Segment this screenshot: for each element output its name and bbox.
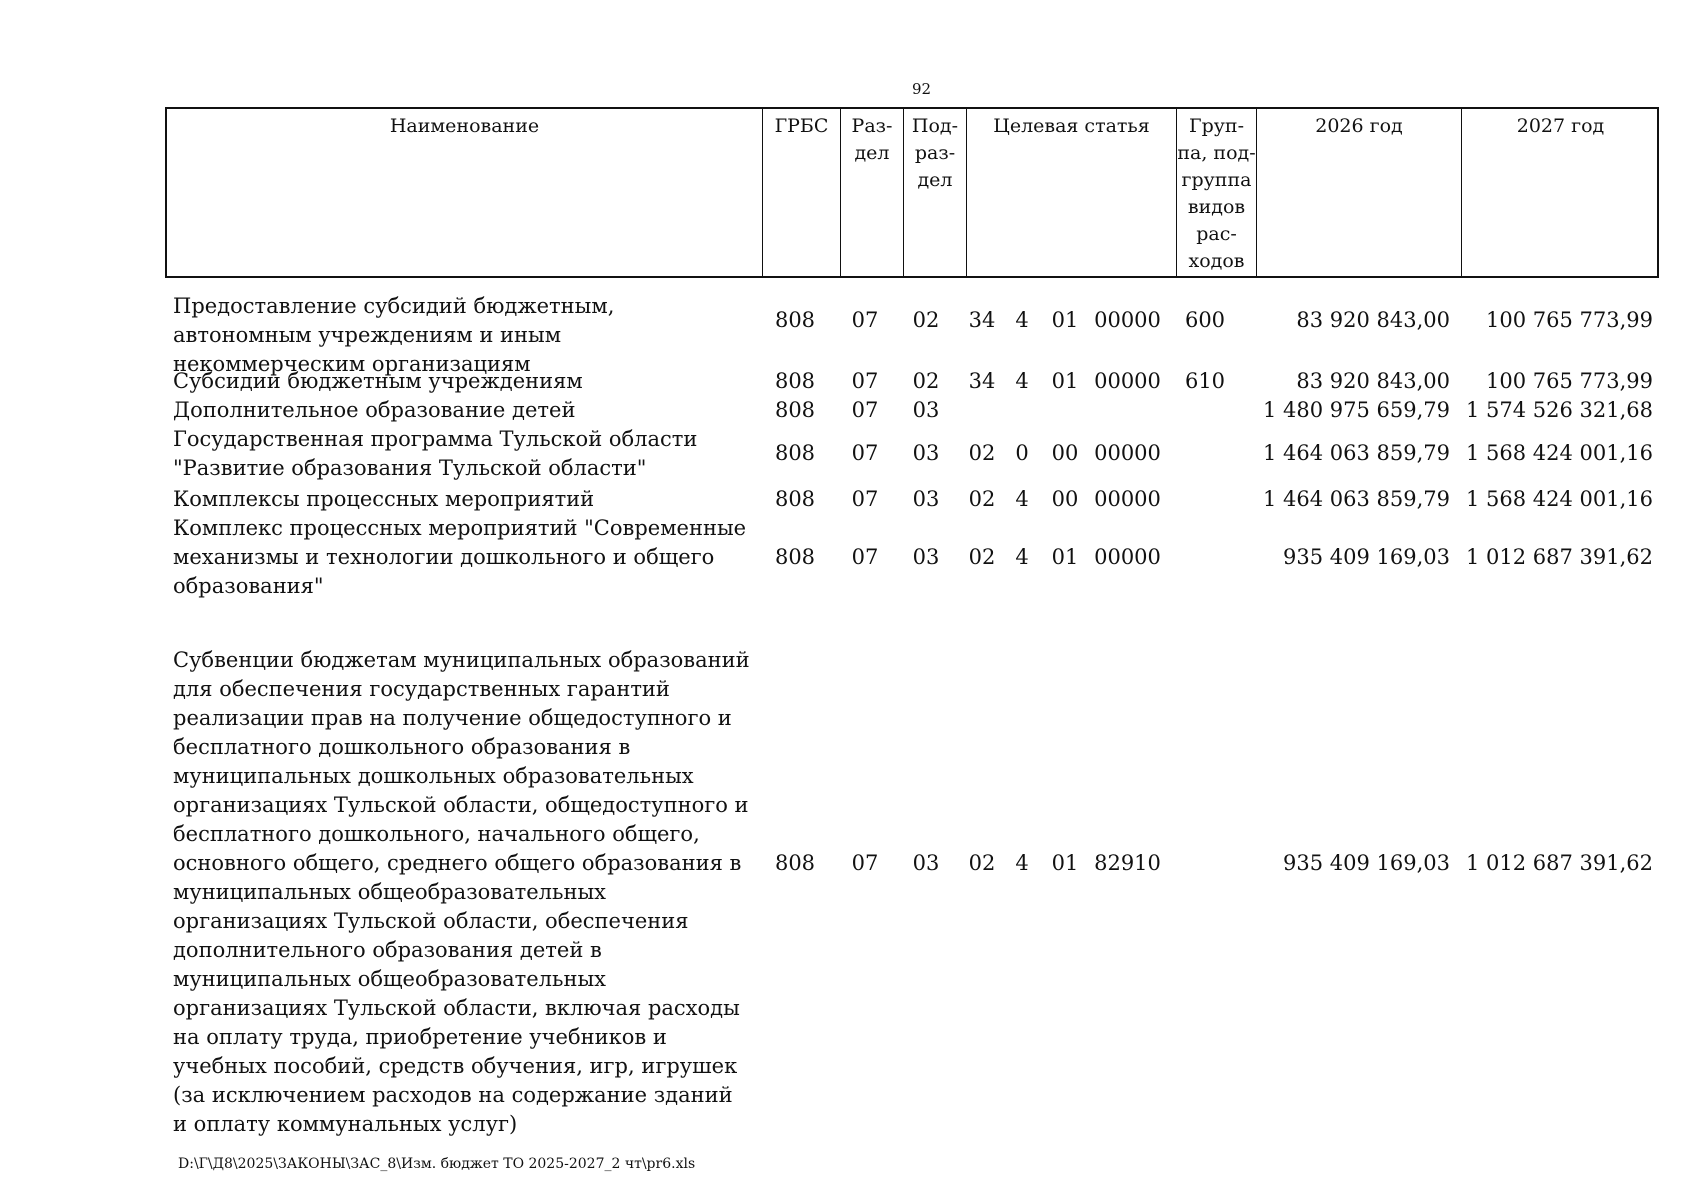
row-target-program: 02 [968,487,996,511]
row-name: Предоставление субсидий бюджетным, автономным учреждениям и иным некоммерческим организациям [173,294,615,376]
row-year2-amount: 1 012 687 391,62 [1465,851,1653,875]
row-target-type: 4 [1015,308,1029,332]
row-target-program: 34 [968,308,996,332]
row-target-structure: 01 [1051,545,1079,569]
row-grbs: 808 [774,441,816,465]
row-target-structure: 00 [1051,441,1079,465]
row-razdel: 07 [851,545,879,569]
row-group: 610 [1184,369,1226,393]
row-target-program: 02 [968,441,996,465]
header-razdel: Раз- дел [840,109,903,276]
row-group: 600 [1184,308,1226,332]
row-target-direction: 00000 [1094,308,1161,332]
row-year2-amount: 1 574 526 321,68 [1465,398,1653,422]
row-target-direction: 00000 [1094,369,1161,393]
row-razdel: 07 [851,487,879,511]
row-grbs: 808 [774,308,816,332]
file-path-footer: D:\Г\Д8\2025\ЗАКОНЫ\ЗАС_8\Изм. бюджет ТО 2025-2027_2 чт\pr6.xls [178,1156,696,1172]
row-year1-amount: 83 920 843,00 [1296,369,1450,393]
row-grbs: 808 [774,487,816,511]
header-year1: 2026 год [1256,109,1461,276]
row-year1-amount: 1 480 975 659,79 [1262,398,1450,422]
row-grbs: 808 [774,545,816,569]
row-target-direction: 00000 [1094,487,1161,511]
row-name: Дополнительное образование детей [173,398,576,422]
header-name: Наименование [389,115,540,137]
row-podrazdel: 03 [912,545,940,569]
row-year2-amount: 100 765 773,99 [1486,308,1653,332]
header-podrazdel: Под- раз- дел [903,109,966,276]
row-podrazdel: 02 [912,308,940,332]
row-name: Комплекс процессных мероприятий "Современные механизмы и технологии дошкольного и общего образования" [173,516,747,598]
row-target-type: 4 [1015,545,1029,569]
row-target-program: 02 [968,545,996,569]
row-razdel: 07 [851,308,879,332]
row-podrazdel: 03 [912,851,940,875]
row-year1-amount: 1 464 063 859,79 [1262,441,1450,465]
header-year2: 2027 год [1461,109,1659,276]
row-podrazdel: 03 [912,441,940,465]
table-header [165,107,1659,278]
row-podrazdel: 02 [912,369,940,393]
row-target-direction: 00000 [1094,545,1161,569]
row-name: Субвенции бюджетам муниципальных образований для обеспечения государственных гарантий реализации прав на получение общедоступного и бесплатного дошкольного образования в муниципальных дошкольных образовательных организациях Тульской области, общедоступного и бесплатного дошкольного, начального общего, основного общего, среднего общего образования в муниципальных общеобразовательных организациях Тульской области, обеспечения дополнительного образования детей в муниципальных общеобразовательных организациях Тульской области, включая расходы на оплату труда, приобретение учебников и учебных пособий, средств обучения, игр, игрушек (за исключением расходов на содержание зданий и оплату коммунальных услуг) [173,648,750,1136]
row-razdel: 07 [851,441,879,465]
row-year1-amount: 83 920 843,00 [1296,308,1450,332]
row-year2-amount: 1 568 424 001,16 [1465,441,1653,465]
row-name: Комплексы процессных мероприятий [173,487,595,511]
row-target-structure: 01 [1051,851,1079,875]
row-year2-amount: 1 012 687 391,62 [1465,545,1653,569]
header-grbs: ГРБС [762,109,840,276]
row-name: Субсидии бюджетным учреждениям [173,369,583,393]
row-target-program: 34 [968,369,996,393]
row-year1-amount: 935 409 169,03 [1283,545,1450,569]
row-razdel: 07 [851,398,879,422]
row-year2-amount: 100 765 773,99 [1486,369,1653,393]
row-target-type: 4 [1015,851,1029,875]
row-target-structure: 01 [1051,308,1079,332]
row-razdel: 07 [851,369,879,393]
header-group: Груп- па, под- группа видов рас- ходов [1176,109,1256,276]
header-target: Целевая статья [966,109,1176,276]
row-name: Государственная программа Тульской области "Развитие образования Тульской области" [173,427,698,480]
row-target-direction: 00000 [1094,441,1161,465]
row-target-program: 02 [968,851,996,875]
row-grbs: 808 [774,369,816,393]
row-razdel: 07 [851,851,879,875]
row-target-type: 4 [1015,369,1029,393]
page-number: 92 [912,80,932,98]
row-year1-amount: 935 409 169,03 [1283,851,1450,875]
row-year2-amount: 1 568 424 001,16 [1465,487,1653,511]
row-year1-amount: 1 464 063 859,79 [1262,487,1450,511]
row-grbs: 808 [774,851,816,875]
row-target-structure: 00 [1051,487,1079,511]
row-target-type: 0 [1015,441,1029,465]
row-grbs: 808 [774,398,816,422]
row-target-direction: 82910 [1094,851,1161,875]
row-podrazdel: 03 [912,487,940,511]
row-target-structure: 01 [1051,369,1079,393]
row-podrazdel: 03 [912,398,940,422]
row-target-type: 4 [1015,487,1029,511]
